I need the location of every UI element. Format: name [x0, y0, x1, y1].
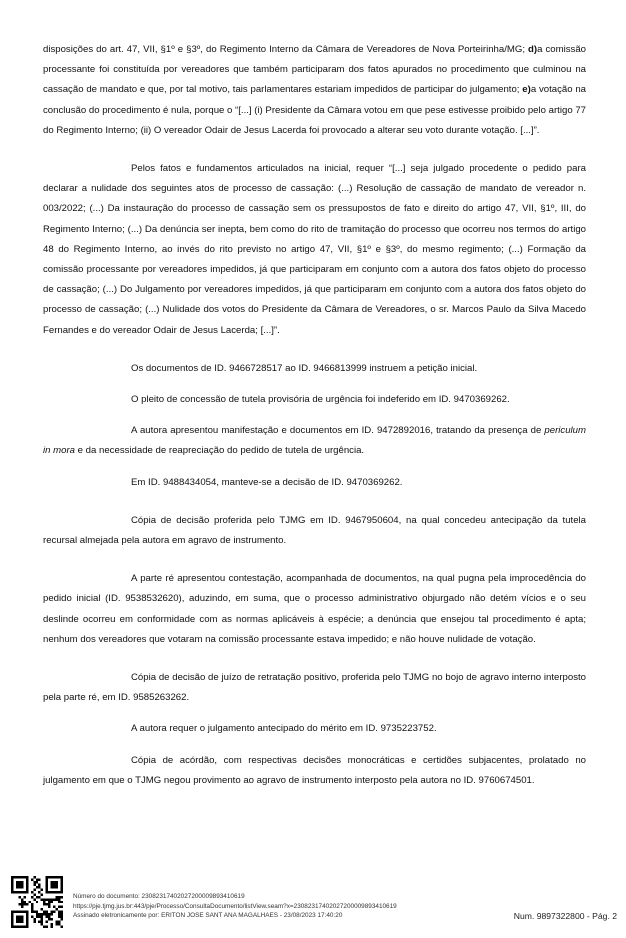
text-run: a comissão processante foi constituída por vereadores que também participaram dos fatos apurados no procedimento que culminou na cassação de mandato e que, por tal motivo, tais parlamentares estariam impedidos de participar do julgamento;	[43, 44, 586, 96]
bold-text: e)	[522, 84, 531, 96]
text-run: Cópia de decisão proferida pelo TJMG em ID. 9467950604, na qual concedeu antecipação da tutela recursal almejada pela autora em agravo de instrumento.	[43, 514, 586, 547]
text-run: e da necessidade de reapreciação do pedido de tutela de urgência.	[77, 445, 365, 457]
text-run: Os documentos de ID. 9466728517 ao ID. 9466813999 instruem a petição inicial.	[131, 362, 478, 374]
text-run: Cópia de decisão de juízo de retratação positivo, proferida pelo TJMG no bojo de agravo interno interposto pela parte ré, em ID. 9585263262.	[43, 672, 586, 704]
electronic-signature: Assinado eletronicamente por: ERITON JOSE SANT ANA MAGALHAES - 23/08/2023 17:40:20	[73, 912, 343, 920]
paragraph-spacer	[43, 551, 586, 569]
italic-text: periculum in mora	[43, 425, 586, 457]
paragraph-spacer	[43, 708, 586, 719]
document-url[interactable]: https://pje.tjmg.jus.br:443/pje/Processo/ConsultaDocumento/listView.seam?x=23082317402027200009893410619	[73, 902, 397, 910]
page-footer	[0, 874, 626, 938]
text-run: Cópia de acórdão, com respectivas decisões monocráticas e certidões subjacentes, prolatado no julgamento em que o TJMG negou provimento ao agravo de instrumento interposto pela autora no ID. 9760674501.	[43, 754, 586, 786]
text-run: a votação na conclusão do procedimento é nula, porque o “[...] (i) Presidente da Câmara votou em que pese estivesse proibido pelo artigo 77 do Regimento Interno; (ii) O vereador Odair de Jesus Lacerda foi provocado a alterar seu voto durante votação. [...]”.	[43, 84, 586, 136]
paragraph	[43, 159, 586, 341]
qr-code-icon	[11, 876, 63, 928]
paragraph	[43, 668, 586, 708]
text-run: Pelos fatos e fundamentos articulados na inicial, requer “[...] seja julgado procedente o pedido para declarar a nulidade dos seguintes atos de processo de cassação: (...) Resolução de cassação de mandato de vereador n. 003/2022; (...) Da instauração do processo de cassação sem os pressupostos de fato e direito do artigo 47, VII, §1º, III, do Regimento Interno; (...) Da denúncia ser inepta, bem como do rito de tramitação do processo que ocorreu nos termos do artigo 48 do Regimento Interno, ao invés do rito previsto no artigo 47, VII, §1º e §3º, do mesmo regimento; (...) Formação da comissão processante por vereadores impedidos, já que participaram em conjunto com a autora dos fatos objeto do processo de cassação; (...) Do Julgamento por vereadores impedidos, já que participaram em conjunto com a autora dos fatos objeto do processo de cassação; (...) Nulidade dos votos do Presidente da Câmara de Vereadores, o sr. Marcos Paulo da Silva Macedo Fernandes e do vereador Odair de Jesus Lacerda; [...]”.	[43, 163, 586, 336]
paragraph-spacer	[43, 341, 586, 359]
signature-info	[73, 892, 397, 921]
paragraph	[43, 359, 586, 379]
paragraph	[43, 569, 586, 650]
text-run: O pleito de concessão de tutela provisória de urgência foi indeferido em ID. 9470369262.	[131, 394, 510, 406]
paragraph-spacer	[43, 462, 586, 473]
paragraph-spacer	[43, 650, 586, 668]
paragraph	[43, 390, 586, 410]
paragraph	[43, 719, 586, 739]
bold-text: d)	[528, 44, 538, 55]
document-number: Número do documento: 23082317402027200009893410619	[73, 893, 245, 900]
paragraph	[43, 473, 586, 493]
paragraph-spacer	[43, 379, 586, 390]
document-body	[43, 40, 586, 791]
text-run: A autora apresentou manifestação e documentos em ID. 9472892016, tratando da presença de	[131, 425, 545, 437]
paragraph-spacer	[43, 493, 586, 511]
paragraph	[43, 421, 586, 461]
paragraph-spacer	[43, 141, 586, 159]
text-run: Em ID. 9488434054, manteve-se a decisão de ID. 9470369262.	[131, 476, 403, 488]
paragraph	[43, 751, 586, 791]
paragraph-spacer	[43, 410, 586, 421]
paragraph	[43, 40, 586, 141]
paragraph	[43, 511, 586, 551]
paragraph-spacer	[43, 740, 586, 751]
page-number: Num. 9897322800 - Pág. 2	[513, 911, 617, 921]
text-run: A parte ré apresentou contestação, acompanhada de documentos, na qual pugna pela improcedência do pedido inicial (ID. 9538532620), aduzindo, em suma, que o processo administrativo objurgado não detém vícios e o seu deslinde ocorreu em conformidade com as normas aplicáveis à espécie; a denúncia que ensejou tal procedimento é apta; nenhum dos vereadores que votaram na comissão processante estava impedido; e não houve nulidade de votação.	[43, 573, 586, 645]
text-run: disposições do art. 47, VII, §1º e §3º, do Regimento Interno da Câmara de Vereadores de Nova Porteirinha/MG;	[43, 44, 529, 55]
text-run: A autora requer o julgamento antecipado do mérito em ID. 9735223752.	[131, 723, 437, 735]
